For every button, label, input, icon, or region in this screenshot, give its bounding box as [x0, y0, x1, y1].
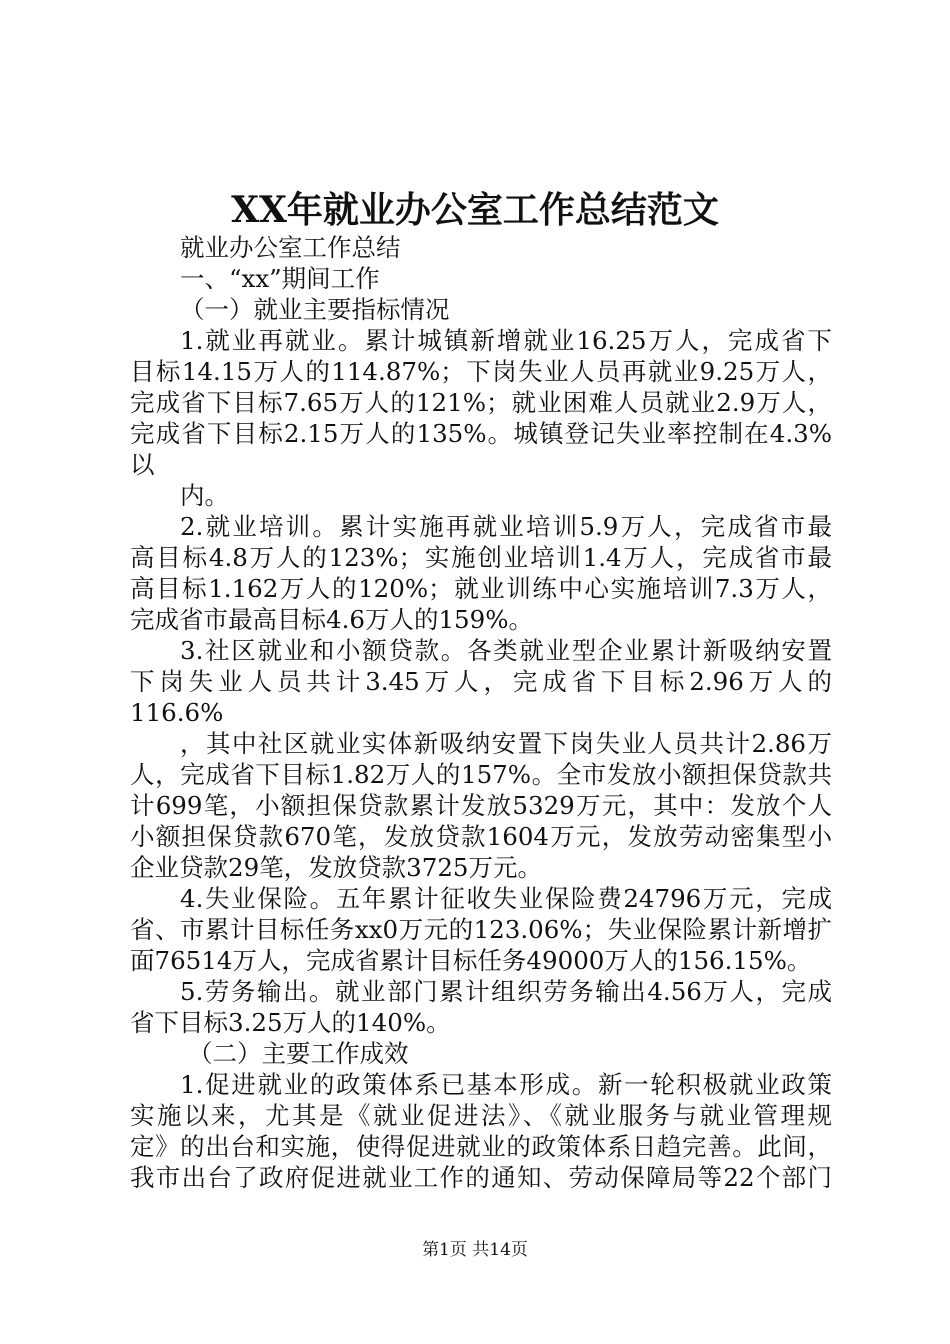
body-line: 我市出台了政府促进就业工作的通知、劳动保障局等22个部门 [130, 1163, 832, 1192]
body-line: 116.6% [130, 698, 224, 727]
body-line: 省下目标3.25万人的140%。 [130, 1008, 451, 1037]
body-line: 就业办公室工作总结 [180, 233, 401, 262]
body-line: 以 [130, 450, 155, 479]
body-line: 小额担保贷款670笔，发放贷款1604万元，发放劳动密集型小 [130, 822, 832, 851]
body-line: ，其中社区就业实体新吸纳安置下岗失业人员共计2.86万 [180, 729, 832, 758]
body-line: 1.促进就业的政策体系已基本形成。新一轮积极就业政策 [180, 1070, 832, 1099]
body-line: 人，完成省下目标1.82万人的157%。全市发放小额担保贷款共 [130, 760, 832, 789]
body-line: 面76514万人，完成省累计目标任务49000万人的156.15%。 [130, 946, 812, 975]
body-line: 计699笔，小额担保贷款累计发放5329万元，其中：发放个人 [130, 791, 832, 820]
body-line: 完成省市最高目标4.6万人的159%。 [130, 605, 534, 634]
body-line: 4.失业保险。五年累计征收失业保险费24796万元，完成 [180, 884, 832, 913]
body-line: （二）主要工作成效 [188, 1039, 409, 1068]
body-line: 下岗失业人员共计3.45万人，完成省下目标2.96万人的 [130, 667, 832, 696]
body-line: （一）就业主要指标情况 [180, 295, 450, 324]
body-line: 内。 [180, 481, 229, 510]
body-line: 实施以来，尤其是《就业促进法》、《就业服务与就业管理规 [130, 1101, 832, 1130]
body-line: 一、“xx”期间工作 [180, 264, 380, 293]
body-line: 3.社区就业和小额贷款。各类就业型企业累计新吸纳安置 [180, 636, 832, 665]
body-line: 省、市累计目标任务xx0万元的123.06%；失业保险累计新增扩 [130, 915, 832, 944]
body-line: 高目标1.162万人的120%；就业训练中心实施培训7.3万人， [130, 574, 832, 603]
body-line: 1.就业再就业。累计城镇新增就业16.25万人，完成省下 [180, 326, 832, 355]
body-line: 企业贷款29笔，发放贷款3725万元。 [130, 853, 543, 882]
page-footer: 第1页 共14页 [422, 1240, 528, 1260]
document-body [130, 232, 832, 1193]
body-line: 高目标4.8万人的123%；实施创业培训1.4万人，完成省市最 [130, 543, 832, 572]
body-line: 目标14.15万人的114.87%；下岗失业人员再就业9.25万人， [130, 357, 832, 386]
body-line: 5.劳务输出。就业部门累计组织劳务输出4.56万人，完成 [180, 977, 832, 1006]
body-line: 完成省下目标7.65万人的121%；就业困难人员就业2.9万人， [130, 388, 832, 417]
body-line: 2.就业培训。累计实施再就业培训5.9万人，完成省市最 [180, 512, 832, 541]
body-line: 定》的出台和实施，使得促进就业的政策体系日趋完善。此间， [130, 1132, 832, 1161]
body-line: 完成省下目标2.15万人的135%。城镇登记失业率控制在4.3% [130, 419, 832, 448]
document-title: XX年就业办公室工作总结范文 [231, 189, 719, 231]
